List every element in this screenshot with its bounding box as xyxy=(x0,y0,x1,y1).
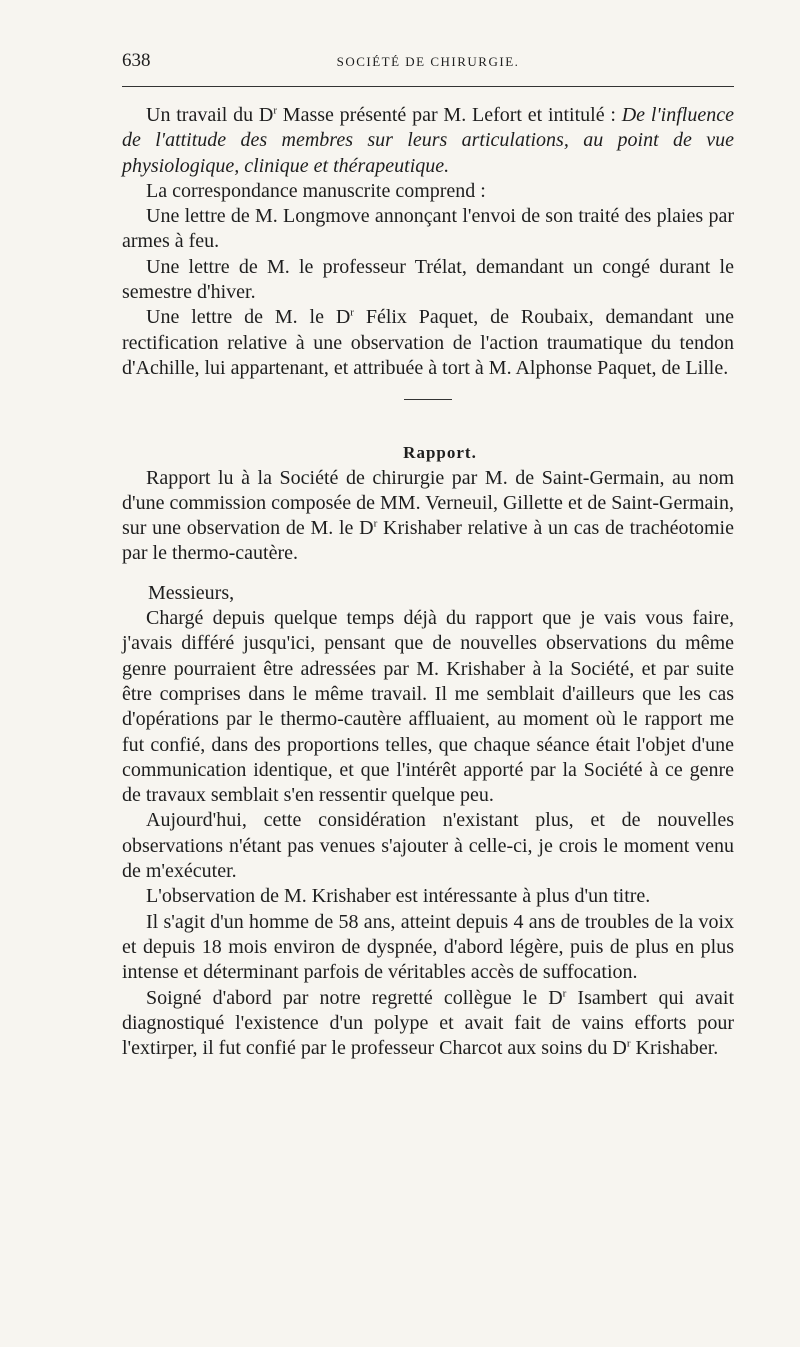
report-paragraph-3: Aujourd'hui, cette considération n'existant plus, et de nouvelles observations n'étant pas venues s'ajouter à celle-ci, je crois le moment venu de m'exécuter. xyxy=(122,809,734,883)
spacer xyxy=(122,567,734,581)
report-paragraph-2: Chargé depuis quelque temps déjà du rapport que je vais vous faire, j'avais différé jusqu'ici, pensant que de nouvelles observations du même genre pourraient être adressées par M. Krishaber à la Société, et par suite être comprises dans le même travail. Il me semblait d'ailleurs que les cas d'opérations par le thermo-cautère affluaient, au moment où le rapport me fut confié, dans des proportions telles, que chaque séance était l'objet d'une communication identique, et que l'intérêt apporté par la Société à ce genre de travaux semblait s'en ressentir quelque peu. xyxy=(122,607,734,807)
page-header xyxy=(122,50,734,76)
report-paragraph-4: L'observation de M. Krishaber est intéressante à plus d'un titre. xyxy=(146,885,651,908)
body-text xyxy=(122,103,734,1061)
running-head: SOCIÉTÉ DE CHIRURGIE. xyxy=(336,54,520,69)
intro-paragraph-2: La correspondance manuscrite comprend : xyxy=(146,179,486,202)
intro-paragraph-4: Une lettre de M. le professeur Trélat, demandant un congé durant le semestre d'hiver. xyxy=(122,255,734,304)
page-number: 638 xyxy=(122,50,151,71)
intro-paragraph-3: Une lettre de M. Longmove annonçant l'envoi de son traité des plaies par armes à feu. xyxy=(122,205,734,253)
report-paragraph-1: Rapport lu à la Société de chirurgie par M. de Saint-Germain, au nom d'une commission composée de MM. Verneuil, Gillette et de Saint-Germain, sur une observation de M. le $D^r$ Krishaber relative à un cas de trachéotomie par le thermo-cautère. xyxy=(122,466,734,565)
section-title: Rapport. xyxy=(403,443,477,463)
report-paragraph-5: Il s'agit d'un homme de 58 ans, atteint depuis 4 ans de troubles de la voix et depuis 18 mois environ de dyspnée, d'abord légère, puis de plus en plus intense et déterminant parfois de véritables accès de suffocation. xyxy=(122,910,734,984)
intro-paragraph-5: Une lettre de M. le $D^r$ Félix Paquet, de Roubaix, demandant une rectification relative à une observation de l'action traumatique du tendon d'Achille, lui appartenant, et attribuée à tort à M. Alphonse Paquet, de Lille. xyxy=(122,306,734,379)
section-separator xyxy=(404,399,452,400)
salutation: Messieurs, xyxy=(148,581,235,604)
intro-paragraph-1: Un travail du $D^r$ Masse présenté par M. Lefort et intitulé : De l'influence de l'attitude des membres sur leurs articulations, au point de vue physiologique, clinique et thérapeutique. xyxy=(122,104,734,177)
report-paragraph-6: Soigné d'abord par notre regretté collègue le $D^r$ Isambert qui avait diagnostiqué l'existence d'un polype et avait fait de vains efforts pour l'extirper, il fut confié par le professeur Charcot aux soins du $D^r$ Krishaber. xyxy=(122,986,734,1060)
header-rule xyxy=(122,86,734,87)
work-title: De l'influence de l'attitude des membres sur leurs articulations, au point de vue physiologique, clinique et thérapeutique. xyxy=(122,104,734,177)
